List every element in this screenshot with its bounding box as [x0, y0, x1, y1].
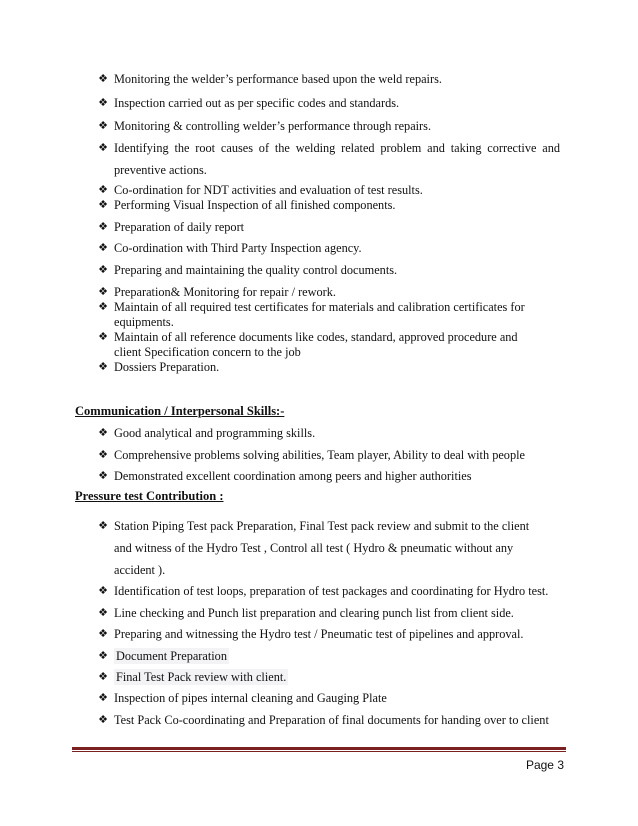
list-item-continuation: client Specification concern to the job [114, 345, 301, 359]
footer-rule-thin [72, 751, 566, 752]
diamond-bullet-icon: ❖ [98, 649, 108, 662]
diamond-bullet-icon: ❖ [98, 72, 108, 85]
list-item-continuation: preventive actions. [114, 163, 207, 177]
diamond-bullet-icon: ❖ [98, 198, 108, 211]
diamond-bullet-icon: ❖ [98, 141, 108, 154]
list-item-continuation: equipments. [114, 315, 174, 329]
diamond-bullet-icon: ❖ [98, 469, 108, 482]
diamond-bullet-icon: ❖ [98, 119, 108, 132]
diamond-bullet-icon: ❖ [98, 96, 108, 109]
diamond-bullet-icon: ❖ [98, 713, 108, 726]
diamond-bullet-icon: ❖ [98, 519, 108, 532]
diamond-bullet-icon: ❖ [98, 300, 108, 313]
diamond-bullet-icon: ❖ [98, 330, 108, 343]
diamond-bullet-icon: ❖ [98, 426, 108, 439]
diamond-bullet-icon: ❖ [98, 448, 108, 461]
list-item-continuation: accident ). [114, 563, 166, 577]
diamond-bullet-icon: ❖ [98, 584, 108, 597]
footer-rule [72, 747, 566, 750]
section-heading-pressure-test: Pressure test Contribution : [75, 489, 224, 503]
diamond-bullet-icon: ❖ [98, 360, 108, 373]
diamond-bullet-icon: ❖ [98, 691, 108, 704]
diamond-bullet-icon: ❖ [98, 263, 108, 276]
diamond-bullet-icon: ❖ [98, 183, 108, 196]
diamond-bullet-icon: ❖ [98, 220, 108, 233]
list-item-continuation: and witness of the Hydro Test , Control all test ( Hydro & pneumatic without any [114, 541, 514, 555]
page-number: Page 3 [525, 758, 564, 772]
diamond-bullet-icon: ❖ [98, 627, 108, 640]
diamond-bullet-icon: ❖ [98, 285, 108, 298]
diamond-bullet-icon: ❖ [98, 606, 108, 619]
diamond-bullet-icon: ❖ [98, 241, 108, 254]
section-heading-communication: Communication / Interpersonal Skills:- [75, 404, 285, 418]
diamond-bullet-icon: ❖ [98, 670, 108, 683]
